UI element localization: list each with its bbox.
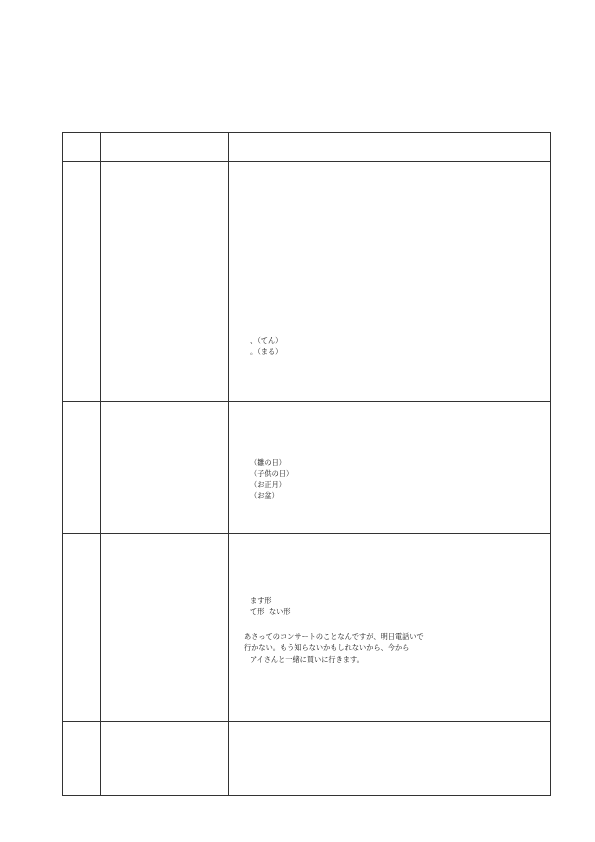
header-indicator (101, 133, 229, 162)
grade-cell (63, 402, 101, 534)
punct-line-1 (234, 335, 545, 346)
punct-example-1: 、（てん） (250, 336, 283, 345)
content-cell (229, 722, 551, 796)
table-row (63, 722, 551, 796)
curriculum-table (62, 132, 551, 796)
table-row (63, 162, 551, 402)
holiday-example-2: （子供の日） (250, 469, 294, 479)
holiday-line-4 (234, 490, 545, 501)
table-row (63, 534, 551, 722)
indicator-cell (101, 402, 229, 534)
form-example-a: ます形 (250, 596, 272, 605)
holiday-example-4: （お盆） (250, 491, 279, 501)
sentence-example-line-3 (234, 654, 545, 665)
sentence-example-line-1 (234, 631, 545, 642)
header-content (229, 133, 551, 162)
content-cell (229, 162, 551, 402)
holiday-line-1 (234, 457, 545, 468)
holiday-line-2 (234, 468, 545, 479)
indicator-cell (101, 722, 229, 796)
holiday-line-3 (234, 479, 545, 490)
holiday-example-1: （雛の日） (250, 458, 286, 467)
indicator-cell (101, 534, 229, 722)
sentence-example-e: 行かない。もう知らないかもしれないから、今から (244, 643, 410, 653)
grade-cell (63, 722, 101, 796)
header-grade (63, 133, 101, 162)
grade-cell (63, 534, 101, 722)
indicator-cell (101, 162, 229, 402)
sentence-example-d: あさってのコンサートのことなんですが、明日電話いで (244, 632, 424, 642)
form-example-line-2 (234, 606, 545, 617)
sentence-example-f: アイさんと一緒に買いに行きます。 (250, 654, 364, 664)
table-header-row (63, 133, 551, 162)
sentence-example-line-2 (234, 642, 545, 653)
grade-cell (63, 162, 101, 402)
content-cell (229, 402, 551, 534)
form-example-c: ない形 (268, 607, 291, 617)
holiday-example-3: （お正月） (250, 480, 286, 490)
table-row (63, 402, 551, 534)
punct-line-2 (234, 346, 545, 357)
content-cell (229, 534, 551, 722)
punct-example-2: 。（まる） (250, 347, 283, 357)
form-example-line-1 (234, 595, 545, 606)
form-example-b: て形 (250, 607, 265, 617)
